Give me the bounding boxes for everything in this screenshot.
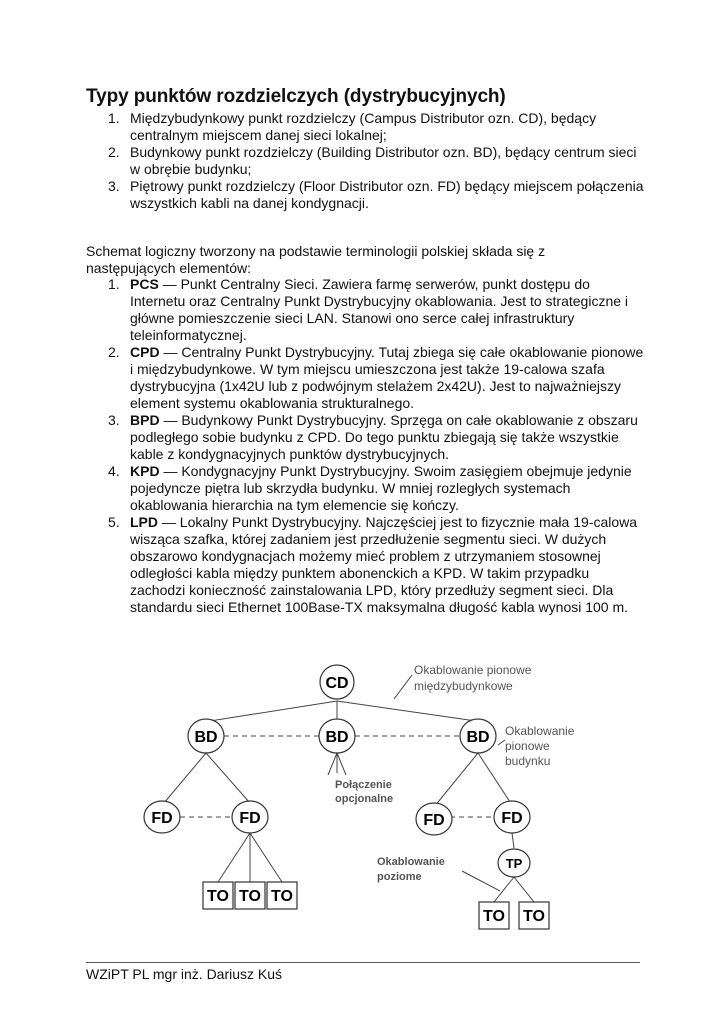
list-text: Budynkowy punkt rozdzielczy (Building Distributor ozn. BD), będący centrum sieci w obrębie budynku; bbox=[130, 144, 637, 177]
term-abbr: PCS bbox=[130, 276, 159, 292]
list-number: 2. bbox=[108, 144, 120, 160]
annotation-vertical-building: budynku bbox=[505, 754, 551, 768]
annotation-pointer bbox=[462, 871, 500, 891]
link-fd-tp bbox=[512, 833, 514, 848]
link-cd-bd-right bbox=[337, 701, 476, 721]
annotation-vertical-building: Okablowanie bbox=[505, 724, 575, 738]
term-description: — Centralny Punkt Dystrybucyjny. Tutaj zbiega się całe okablowanie pionowe i międzybudynkowe. W tym miejscu umieszczona jest także 19-calowa szafa dystrybucyjna (1x42U lub z podwójnym stelażem 2x42U). Jest to najważniejszy element systemu okablowania strukturalnego. bbox=[130, 344, 644, 411]
cabling-hierarchy-diagram bbox=[0, 645, 724, 935]
annotation-horizontal: Okablowanie bbox=[377, 856, 445, 868]
list-item bbox=[86, 178, 646, 212]
link-bd-optional bbox=[337, 753, 346, 775]
node-to-4-label: TO bbox=[483, 908, 505, 925]
term-description: — Kondygnacyjny Punkt Dystrybucyjny. Swoim zasięgiem obejmuje jedynie pojedyncze piętra lub skrzydła budynku. W mniej rozległych systemach okablowania hierarchia na tym elemencie się kończy. bbox=[130, 463, 632, 513]
list-item bbox=[86, 344, 646, 412]
node-to-5-label: TO bbox=[523, 908, 545, 925]
node-to-2-label: TO bbox=[239, 888, 261, 905]
node-fd-3-label: FD bbox=[423, 812, 445, 829]
term-abbr: LPD bbox=[130, 514, 158, 530]
list-number: 4. bbox=[108, 463, 120, 479]
annotation-vertical-building: pionowe bbox=[505, 739, 550, 753]
list-number: 5. bbox=[108, 514, 120, 530]
annotation-optional: Połączenie bbox=[335, 779, 392, 791]
list-item bbox=[86, 463, 646, 514]
list-number: 1. bbox=[108, 276, 120, 292]
annotation-vertical-campus: Okablowanie pionowe bbox=[414, 663, 532, 677]
term-description: — Lokalny Punkt Dystrybucyjny. Najczęściej jest to fizycznie mała 19-calowa wisząca szafka, której zadaniem jest przedłużenie segmentu sieci. W dużych obszarowo kondygnacjach możemy mieć problem z utrzymaniem stosownej odległości kabla między punktem abonenckich a KPD. W takim przypadku zachodzi konieczność zainstalowania LPD, który przedłuży segment sieci. Dla standardu sieci Ethernet 100Base-TX maksymalna długość kabla wynosi 100 m. bbox=[130, 514, 638, 615]
list-item bbox=[86, 412, 646, 463]
elements-list bbox=[86, 276, 646, 616]
link-cd-bd-left bbox=[210, 701, 337, 721]
annotation-optional: opcjonalne bbox=[335, 793, 394, 805]
list-number: 2. bbox=[108, 344, 120, 360]
annotation-vertical-campus: międzybudynkowe bbox=[414, 679, 513, 693]
term-abbr: BPD bbox=[130, 412, 160, 428]
list-number: 1. bbox=[108, 110, 120, 126]
list-item bbox=[86, 144, 646, 178]
link-fd-to bbox=[250, 833, 282, 882]
term-description: — Budynkowy Punkt Dystrybucyjny. Sprzęga on całe okablowanie z obszaru podległego sobie budynku z CPD. Do tego punktu zbiegają się także wszystkie kable z kondygnacyjnych punktów dystrybucyjnych. bbox=[130, 412, 638, 462]
link-tp-to bbox=[514, 877, 534, 902]
list-item bbox=[86, 110, 646, 144]
node-fd-4-label: FD bbox=[501, 810, 523, 827]
node-bd-mid-label: BD bbox=[325, 729, 349, 746]
node-fd-2-label: FD bbox=[239, 810, 261, 827]
list-item bbox=[86, 514, 646, 616]
term-description: — Punkt Centralny Sieci. Zawiera farmę serwerów, punkt dostępu do Internetu oraz Centralny Punkt Dystrybucyjny okablowania. Jest to strategiczne i główne pomieszczenie sieci LAN. Stanowi ono serce całej infrastruktury teleinformatycznej. bbox=[130, 276, 629, 343]
term-abbr: CPD bbox=[130, 344, 160, 360]
link-bd-optional bbox=[328, 753, 337, 775]
link-fd-to bbox=[218, 833, 250, 882]
list-number: 3. bbox=[108, 178, 120, 194]
node-bd-right-label: BD bbox=[466, 729, 490, 746]
annotation-pointer bbox=[498, 740, 505, 745]
node-to-3-label: TO bbox=[271, 888, 293, 905]
annotation-horizontal: poziome bbox=[377, 871, 422, 883]
node-fd-1-label: FD bbox=[151, 810, 173, 827]
page-footer: WZiPT PL mgr inż. Dariusz Kuś bbox=[86, 966, 283, 982]
intro-paragraph: Schemat logiczny tworzony na podstawie terminologii polskiej składa się z następujących elementów: bbox=[86, 243, 546, 276]
distributor-types-list bbox=[86, 110, 646, 212]
link-bd-fd bbox=[164, 753, 206, 803]
node-cd-label: CD bbox=[325, 675, 349, 692]
list-number: 3. bbox=[108, 412, 120, 428]
page-title: Typy punktów rozdzielczych (dystrybucyjnych) bbox=[86, 86, 506, 107]
node-bd-left-label: BD bbox=[194, 729, 218, 746]
node-tp-label: TP bbox=[505, 856, 523, 871]
link-bd-fd bbox=[434, 753, 478, 807]
footer-divider bbox=[86, 962, 640, 963]
annotation-pointer bbox=[394, 675, 412, 699]
node-to-1-label: TO bbox=[207, 888, 229, 905]
list-text: Piętrowy punkt rozdzielczy (Floor Distributor ozn. FD) będący miejscem połączenia wszystkich kabli na danej kondygnacji. bbox=[130, 178, 644, 211]
list-text: Międzybudynkowy punkt rozdzielczy (Campus Distributor ozn. CD), będący centralnym miejscem danej sieci lokalnej; bbox=[130, 110, 597, 143]
link-bd-fd bbox=[206, 753, 250, 803]
list-item bbox=[86, 276, 646, 344]
term-abbr: KPD bbox=[130, 463, 160, 479]
